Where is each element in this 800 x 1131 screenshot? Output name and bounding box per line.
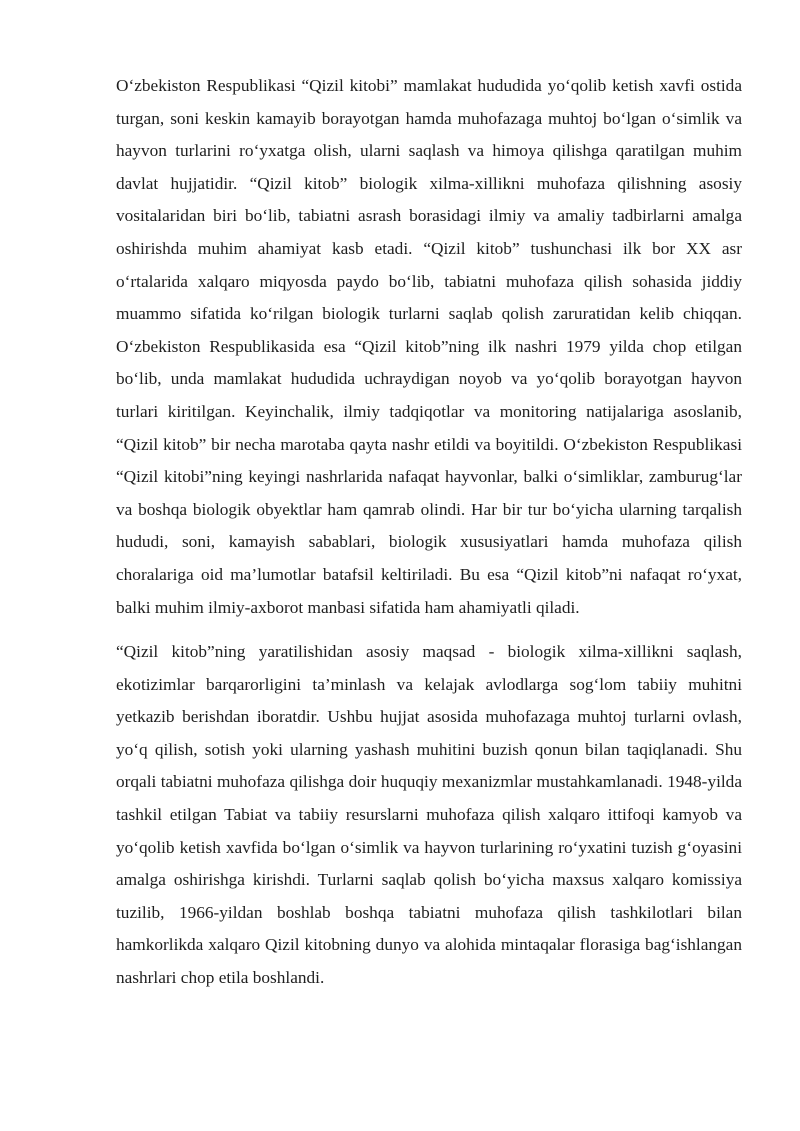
paragraph-red-book-overview: O‘zbekiston Respublikasi “Qizil kitobi” mamlakat hududida yo‘qolib ketish xavfi ostida turgan, soni keskin kamayib borayotgan hamda muhofazaga muhtoj bo‘lgan o‘simlik va hayvon turlarini ro‘yxatga olish, ularni saqlash va himoya qilishga qaratilgan muhim davlat hujjatidir. “Qizil kitob” biologik xilma-xillikni muhofaza qilishning asosiy vositalaridan biri bo‘lib, tabiatni asrash borasidagi ilmiy va amaliy tadbirlarni amalga oshirishda muhim ahamiyat kasb etadi. “Qizil kitob” tushunchasi ilk bor XX asr o‘rtalarida xalqaro miqyosda paydo bo‘lib, tabiatni muhofaza qilish sohasida jiddiy muammo sifatida ko‘rilgan biologik turlarni saqlab qolish zaruratidan kelib chiqqan. O‘zbekiston Respublikasida esa “Qizil kitob”ning ilk nashri 1979 yilda chop etilgan bo‘lib, unda mamlakat hududida uchraydigan noyob va yo‘qolib borayotgan hayvon turlari kiritilgan. Keyinchalik, ilmiy tadqiqotlar va monitoring natijalariga asoslanib, “Qizil kitob” bir necha marotaba qayta nashr etildi va boyitildi. O‘zbekiston Respublikasi “Qizil kitobi”ning keyingi nashrlarida nafaqat hayvonlar, balki o‘simliklar, zamburug‘lar va boshqa biologik obyektlar ham qamrab olindi. Har bir tur bo‘yicha ularning tarqalish hududi, soni, kamayish sabablari, biologik xususiyatlari hamda muhofaza qilish choralariga oid ma’lumotlar batafsil keltiriladi. Bu esa “Qizil kitob”ni nafaqat ro‘yxat, balki muhim ilmiy-axborot manbasi sifatida ham ahamiyatli qiladi.: [116, 76, 742, 617]
document-page: [116, 70, 742, 995]
paragraph-red-book-purpose: “Qizil kitob”ning yaratilishidan asosiy maqsad - biologik xilma-xillikni saqlash, ekotizimlar barqarorligini ta’minlash va kelajak avlodlarga sog‘lom tabiiy muhitni yetkazib berishdan iboratdir. Ushbu hujjat asosida muhofazaga muhtoj turlarni ovlash, yo‘q qilish, sotish yoki ularning yashash muhitini buzish qonun bilan taqiqlanadi. Shu orqali tabiatni muhofaza qilishga doir huquqiy mexanizmlar mustahkamlanadi. 1948-yilda tashkil etilgan Tabiat va tabiiy resurslarni muhofaza qilish xalqaro ittifoqi kamyob va yo‘qolib ketish xavfida bo‘lgan o‘simlik va hayvon turlarining ro‘yxatini tuzish g‘oyasini amalga oshirishga kirishdi. Turlarni saqlab qolish bo‘yicha maxsus xalqaro komissiya tuzilib, 1966-yildan boshlab boshqa tabiatni muhofaza qilish tashkilotlari bilan hamkorlikda xalqaro Qizil kitobning dunyo va alohida mintaqalar florasiga bag‘ishlangan nashrlari chop etila boshlandi.: [116, 642, 742, 988]
